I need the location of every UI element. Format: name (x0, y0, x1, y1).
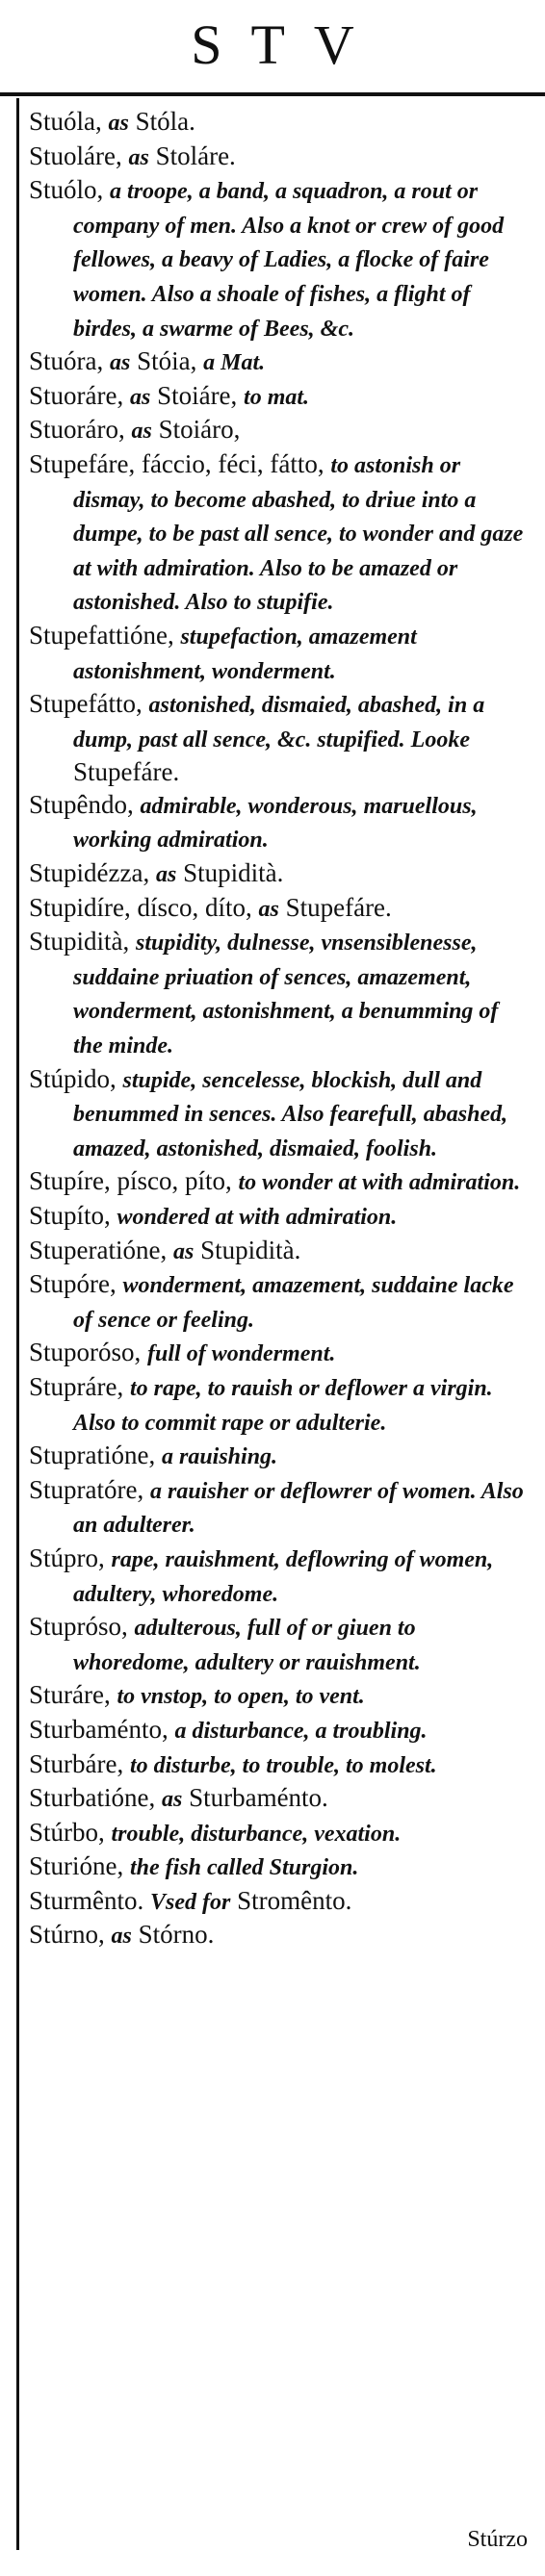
dictionary-entry (29, 1611, 532, 1679)
dictionary-entry (29, 106, 532, 140)
column-rule (16, 98, 19, 2550)
definition: adulterous, full of or giuen to whoredome, adultery or rauishment. (73, 1616, 421, 1675)
cross-reference: Sturbaménto. (189, 1783, 328, 1813)
dictionary-entry (29, 448, 532, 620)
running-head-letter: T (250, 13, 314, 76)
dictionary-entry (29, 1165, 532, 1200)
dictionary-entry (29, 1200, 532, 1235)
dictionary-entry (29, 892, 532, 927)
dictionary-entry (29, 1817, 532, 1851)
headword: Stuólo, (29, 175, 104, 205)
definition: stupefaction, amazement astonishment, wonderment. (73, 624, 417, 684)
definition: a troope, a band, a squadron, a rout or company of men. Also a knot or crew of good fellowes, a beavy of Ladies, a flocke of faire women. Also a shoale of fishes, a flight of birdes, a swarme of Bees, &c. (73, 179, 505, 342)
running-head-letter: V (313, 13, 383, 76)
definition: as (161, 1787, 183, 1813)
definition: Vsed for (150, 1889, 231, 1915)
headword: Stupratióne, (29, 1441, 156, 1470)
definition: to disturbe, to trouble, to molest. (129, 1752, 437, 1778)
headword: Stupidíre, dísco, díto, (29, 892, 252, 922)
catchword: Stúrzo (467, 2527, 528, 2552)
headword: Stúpido, (29, 1063, 117, 1093)
definition: full of wonderment. (147, 1341, 336, 1367)
dictionary-entry (29, 1268, 532, 1337)
headword: Stupefattióne, (29, 620, 174, 650)
headword: Stuoráre, (29, 380, 124, 410)
definition: as (129, 384, 151, 410)
definition: a disturbance, a troubling. (174, 1718, 428, 1744)
headword: Stuoráro, (29, 415, 125, 445)
dictionary-entry (29, 1371, 532, 1440)
definition: as (172, 1238, 195, 1264)
cross-reference: Stóla. (135, 107, 195, 136)
running-head-letter: S (191, 13, 251, 76)
headword: Sturióne, (29, 1851, 124, 1881)
cross-reference: Stupidità. (183, 858, 284, 888)
dictionary-entry (29, 414, 532, 448)
definition: the fish called Sturgion. (130, 1855, 359, 1881)
headword: Stupóre, (29, 1269, 117, 1299)
dictionary-entry (29, 1748, 532, 1783)
definition: as (155, 862, 177, 888)
running-head (0, 0, 545, 89)
headword: Stuperatióne, (29, 1235, 168, 1264)
definition: as (131, 419, 152, 445)
definition: astonished, dismaied, abashed, in a dump, past all sence, &c. stupified. Looke (73, 693, 485, 752)
headword: Stuóra, (29, 346, 104, 376)
dictionary-entry (29, 1440, 532, 1474)
headword: Stupidità, (29, 927, 130, 956)
definition: as (111, 1924, 132, 1950)
cross-reference: Stromênto. (237, 1885, 352, 1915)
dictionary-entry (29, 857, 532, 892)
definition: rape, rauishment, deflowring of women, adultery, whoredome. (73, 1546, 494, 1607)
definition: trouble, disturbance, vexation. (111, 1821, 402, 1847)
dictionary-entry (29, 1337, 532, 1371)
dictionary-entry (29, 1885, 532, 1920)
headword: Stupráre, (29, 1371, 124, 1401)
definition: as (110, 350, 131, 376)
headword: Sturbatióne, (29, 1783, 156, 1813)
dictionary-entry (29, 380, 532, 415)
header-rule (0, 92, 545, 96)
headword: Sturáre, (29, 1680, 111, 1710)
headword: Stuporóso, (29, 1338, 142, 1367)
cross-reference: Stupefáre. (73, 757, 180, 787)
headword: Stupíre, písco, píto, (29, 1166, 232, 1196)
headword: Stupróso, (29, 1612, 128, 1642)
definition: a rauishing. (161, 1444, 278, 1470)
headword: Sturbáre, (29, 1748, 124, 1778)
definition: wonderment, amazement, suddaine lacke of sence or feeling. (73, 1273, 514, 1333)
headword: Stúpro, (29, 1543, 105, 1572)
dictionary-entry (29, 1063, 532, 1166)
dictionary-entry (29, 789, 532, 857)
definition: as (128, 144, 149, 170)
headword: Stuoláre, (29, 140, 122, 170)
definition: wondered at with admiration. (117, 1205, 398, 1230)
definition: a Mat. (203, 350, 266, 376)
headword: Stupíto, (29, 1201, 111, 1230)
cross-reference: Stórno. (138, 1920, 215, 1950)
definition: to mat. (244, 384, 310, 410)
definition: stupide, sencelesse, blockish, dull and benummed in sences. Also fearefull, abashed, amazed, astonished, dismaied, foolish. (73, 1067, 508, 1161)
cross-reference: Stoiáre, (157, 380, 238, 410)
dictionary-entry (29, 620, 532, 688)
headword: Stupefátto, (29, 689, 143, 719)
dictionary-entry (29, 1543, 532, 1611)
definition: as (108, 111, 129, 136)
dictionary-entry (29, 1474, 532, 1543)
dictionary-entry (29, 688, 532, 789)
definition: to astonish or dismay, to become abashed, to driue into a dumpe, to be past all sence, to wonder and gaze at with admiration. Also to be amazed or astonished. Also to stupifie. (73, 452, 524, 616)
headword: Stupefáre, fáccio, féci, fátto, (29, 448, 324, 478)
dictionary-entry (29, 1235, 532, 1269)
definition: admirable, wonderous, maruellous, working admiration. (73, 793, 478, 854)
headword: Sturmênto. (29, 1885, 144, 1915)
dictionary-entry (29, 1850, 532, 1885)
dictionary-entry (29, 926, 532, 1062)
definition: as (258, 896, 279, 922)
dictionary-entry (29, 1679, 532, 1714)
cross-reference: Stupefáre. (285, 892, 392, 922)
definition: a rauisher or deflowrer of women. Also an adulterer. (73, 1478, 524, 1539)
cross-reference: Stoláre. (155, 140, 236, 170)
definition: to rape, to rauish or deflower a virgin. Also to commit rape or adulterie. (73, 1375, 493, 1436)
headword: Stúrno, (29, 1920, 105, 1950)
headword: Stupratóre, (29, 1474, 144, 1504)
cross-reference: Stóia, (137, 346, 197, 376)
cross-reference: Stupidità. (200, 1235, 301, 1264)
dictionary-entry (29, 1714, 532, 1748)
dictionary-entry (29, 1782, 532, 1817)
dictionary-entry (29, 174, 532, 345)
headword: Stuóla, (29, 107, 102, 136)
headword: Stúrbo, (29, 1817, 105, 1847)
headword: Stupêndo, (29, 789, 134, 819)
cross-reference: Stoiáro, (158, 415, 241, 445)
entry-list (29, 106, 532, 1953)
definition: to wonder at with admiration. (238, 1170, 521, 1196)
definition: stupidity, dulnesse, vnsensiblenesse, suddaine priuation of sences, amazement, wonderment, astonishment, a benumming of the minde. (73, 931, 499, 1059)
dictionary-entry (29, 345, 532, 380)
headword: Stupidézza, (29, 858, 150, 888)
dictionary-entry (29, 1919, 532, 1953)
headword: Sturbaménto, (29, 1714, 169, 1744)
definition: to vnstop, to open, to vent. (117, 1684, 365, 1710)
dictionary-entry (29, 140, 532, 175)
